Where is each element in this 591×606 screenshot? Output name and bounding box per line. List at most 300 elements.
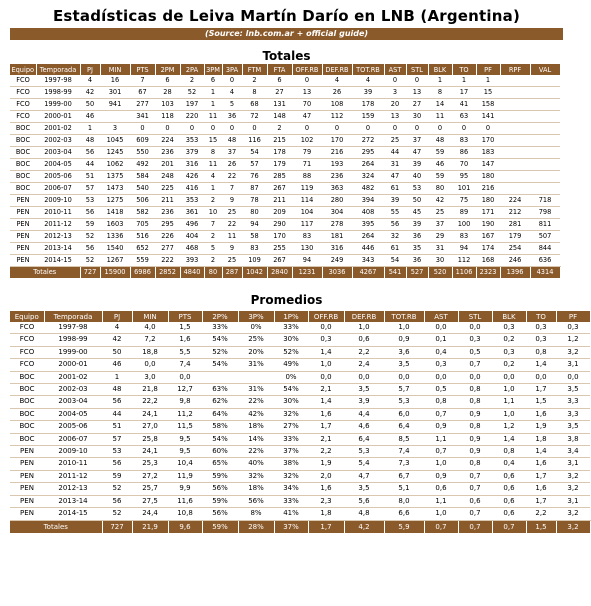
table-cell: 10,8: [168, 508, 202, 520]
table-cell: 1,8: [308, 508, 344, 520]
table-cell: 42: [80, 87, 100, 99]
table-cell: 148: [267, 111, 292, 123]
table-cell: 4,0: [132, 322, 168, 334]
table-cell: PEN: [10, 470, 44, 482]
table-cell: 584: [130, 171, 155, 183]
table-cell: 13: [406, 87, 428, 99]
table-cell: 25: [222, 255, 242, 267]
table-cell: 0: [406, 75, 428, 87]
column-header: MIN: [100, 64, 130, 75]
table-cell: 37: [222, 147, 242, 159]
table-cell: 1: [204, 87, 222, 99]
table-cell: 54: [242, 147, 267, 159]
table-cell: 2012-13: [36, 231, 80, 243]
table-cell: 31: [384, 159, 406, 171]
totals-cell: 59%: [202, 520, 238, 533]
table-cell: 2014-15: [44, 508, 102, 520]
table-cell: 211: [155, 195, 180, 207]
table-cell: 54%: [202, 359, 238, 371]
table-cell: 295: [352, 147, 384, 159]
totals-cell: 15900: [100, 267, 130, 279]
table-cell: 1,7: [308, 421, 344, 433]
table-cell: 2004-05: [44, 408, 102, 420]
table-row: [10, 171, 560, 183]
table-cell: 9,8: [168, 396, 202, 408]
table-cell: 1: [428, 75, 452, 87]
table-cell: 416: [180, 183, 204, 195]
table-cell: 57: [242, 159, 267, 171]
table-cell: 7,3: [384, 458, 424, 470]
table-cell: [500, 123, 530, 135]
table-cell: 363: [322, 183, 352, 195]
table-cell: 179: [500, 231, 530, 243]
column-header: PJ: [102, 311, 132, 322]
table-cell: 8,5: [384, 433, 424, 445]
table-cell: 0: [452, 123, 476, 135]
table-cell: BOC: [10, 433, 44, 445]
promedios-body: [10, 322, 590, 520]
table-cell: 0,7: [458, 359, 492, 371]
totals-cell: 1231: [292, 267, 322, 279]
table-cell: 44: [102, 408, 132, 420]
totales-body: [10, 75, 560, 267]
table-cell: 159: [352, 111, 384, 123]
totals-label: Totales: [10, 267, 80, 279]
table-cell: 178: [352, 99, 384, 111]
table-row: [10, 231, 560, 243]
table-cell: 58: [242, 231, 267, 243]
table-cell: 0,8: [424, 396, 458, 408]
table-cell: 2011-12: [44, 470, 102, 482]
table-cell: BOC: [10, 421, 44, 433]
table-row: [10, 255, 560, 267]
table-cell: 8: [242, 87, 267, 99]
table-cell: 1,0: [344, 322, 384, 334]
table-cell: 1997-98: [44, 322, 102, 334]
table-cell: PEN: [10, 207, 36, 219]
table-cell: 12,7: [168, 384, 202, 396]
table-cell: 52%: [202, 346, 238, 358]
table-cell: 78: [242, 195, 267, 207]
table-cell: 33%: [274, 322, 308, 334]
column-header: PF: [476, 64, 500, 75]
table-cell: 1275: [100, 195, 130, 207]
table-cell: 14%: [238, 433, 274, 445]
totals-cell: 0,7: [458, 520, 492, 533]
table-cell: 1473: [100, 183, 130, 195]
table-cell: 0,8: [458, 458, 492, 470]
table-cell: PEN: [10, 458, 44, 470]
table-cell: 224: [155, 135, 180, 147]
promedios-totals-row: [10, 520, 590, 533]
table-cell: 56: [102, 396, 132, 408]
table-cell: 71: [292, 159, 322, 171]
totals-cell: 1042: [242, 267, 267, 279]
totals-cell: 4840: [180, 267, 204, 279]
table-cell: 0,9: [424, 421, 458, 433]
table-cell: 36: [406, 231, 428, 243]
table-row: [10, 371, 590, 383]
table-cell: 8,0: [384, 495, 424, 507]
table-cell: BOC: [10, 183, 36, 195]
table-cell: 559: [130, 255, 155, 267]
table-cell: BOC: [10, 371, 44, 383]
table-cell: 22%: [238, 396, 274, 408]
table-cell: 104: [292, 207, 322, 219]
totals-cell: 287: [222, 267, 242, 279]
table-cell: 2: [204, 255, 222, 267]
table-cell: 52: [102, 508, 132, 520]
table-cell: FCO: [10, 334, 44, 346]
table-cell: 130: [292, 243, 322, 255]
table-row: [10, 207, 560, 219]
table-row: [10, 135, 560, 147]
table-cell: 295: [155, 219, 180, 231]
table-cell: 394: [352, 195, 384, 207]
table-cell: 2,1: [308, 384, 344, 396]
table-cell: 9,5: [168, 433, 202, 445]
table-cell: [530, 135, 560, 147]
table-cell: 1,0: [492, 384, 526, 396]
table-cell: 25%: [238, 334, 274, 346]
table-cell: 1,4: [526, 446, 556, 458]
table-cell: 496: [180, 219, 204, 231]
table-cell: 277: [155, 243, 180, 255]
table-cell: 72: [242, 111, 267, 123]
table-cell: 0,6: [424, 483, 458, 495]
table-cell: 2000-01: [44, 359, 102, 371]
table-cell: 6: [204, 75, 222, 87]
table-cell: 0,4: [424, 346, 458, 358]
table-cell: 178: [267, 147, 292, 159]
column-header: OFF.RB: [292, 64, 322, 75]
table-cell: 83: [452, 135, 476, 147]
promedios-header-row: [10, 311, 590, 322]
table-cell: 33%: [274, 433, 308, 445]
promedios-heading: Promedios: [250, 293, 323, 307]
table-cell: 1,1: [424, 433, 458, 445]
table-cell: 446: [352, 243, 384, 255]
table-cell: 0,0: [458, 322, 492, 334]
table-cell: 1,6: [308, 483, 344, 495]
table-cell: 14: [428, 99, 452, 111]
table-cell: 56: [80, 147, 100, 159]
table-cell: 47: [406, 147, 428, 159]
table-cell: 95: [452, 171, 476, 183]
promedios-table: [10, 311, 591, 533]
table-cell: 168: [476, 255, 500, 267]
table-cell: 41%: [274, 508, 308, 520]
table-cell: 3,5: [344, 483, 384, 495]
table-cell: 48: [102, 384, 132, 396]
table-cell: 102: [292, 135, 322, 147]
table-cell: 60%: [202, 446, 238, 458]
table-cell: 25,3: [132, 458, 168, 470]
table-cell: 76: [242, 171, 267, 183]
table-cell: 2: [267, 123, 292, 135]
table-cell: 27,2: [132, 470, 168, 482]
table-cell: 49%: [274, 359, 308, 371]
table-cell: 41: [452, 99, 476, 111]
table-cell: 2003-04: [44, 396, 102, 408]
table-cell: 0: [292, 123, 322, 135]
table-row: [10, 446, 590, 458]
page-title: Estadísticas de Leiva Martín Darío en LNB (Argentina): [52, 7, 521, 25]
totals-cell: 3,2: [556, 520, 590, 533]
table-cell: 636: [530, 255, 560, 267]
table-cell: 1,4: [526, 359, 556, 371]
table-cell: 0: [242, 123, 267, 135]
totals-cell: 3036: [322, 267, 352, 279]
column-header: OFF.RB: [308, 311, 344, 322]
table-cell: 167: [476, 231, 500, 243]
totals-cell: 2840: [267, 267, 292, 279]
table-row: [10, 470, 590, 482]
table-cell: 18%: [238, 421, 274, 433]
table-cell: 225: [155, 183, 180, 195]
table-cell: 1: [476, 75, 500, 87]
table-cell: [500, 171, 530, 183]
table-cell: 1998-99: [44, 334, 102, 346]
totales-header-row: [10, 64, 560, 75]
table-cell: 15: [476, 87, 500, 99]
table-cell: 50: [102, 346, 132, 358]
table-row: [10, 433, 590, 445]
table-cell: 42: [428, 195, 452, 207]
table-cell: 1,0: [384, 322, 424, 334]
table-cell: 353: [180, 135, 204, 147]
table-cell: 1375: [100, 171, 130, 183]
table-cell: 37: [428, 219, 452, 231]
table-cell: 44: [80, 159, 100, 171]
table-cell: 0,0: [424, 371, 458, 383]
totals-cell: 4267: [352, 267, 384, 279]
table-row: [10, 483, 590, 495]
table-cell: 119: [292, 183, 322, 195]
totals-cell: 2323: [476, 267, 500, 279]
table-cell: 8: [428, 87, 452, 99]
table-cell: 0,8: [458, 421, 492, 433]
table-cell: 170: [267, 231, 292, 243]
table-cell: 236: [155, 147, 180, 159]
table-cell: 0,6: [344, 334, 384, 346]
column-header: PJ: [80, 64, 100, 75]
table-cell: [530, 111, 560, 123]
totals-cell: 727: [102, 520, 132, 533]
table-cell: 4,7: [344, 470, 384, 482]
table-cell: 45: [406, 207, 428, 219]
table-cell: [530, 183, 560, 195]
table-row: [10, 123, 560, 135]
table-cell: 174: [476, 243, 500, 255]
table-cell: [530, 99, 560, 111]
table-cell: 1,1: [492, 396, 526, 408]
table-cell: 281: [500, 219, 530, 231]
table-cell: 10: [204, 207, 222, 219]
table-cell: 1418: [100, 207, 130, 219]
table-cell: 3,2: [556, 470, 590, 482]
table-cell: 272: [352, 135, 384, 147]
column-header: 3PM: [204, 64, 222, 75]
table-cell: 30: [406, 111, 428, 123]
table-cell: PEN: [10, 243, 36, 255]
table-cell: 0,0: [458, 371, 492, 383]
table-cell: 507: [530, 231, 560, 243]
table-cell: 51: [80, 171, 100, 183]
table-cell: [500, 159, 530, 171]
table-cell: 0,0: [308, 322, 344, 334]
table-cell: 1998-99: [36, 87, 80, 99]
table-cell: 33%: [274, 495, 308, 507]
column-header: DEF.RB: [344, 311, 384, 322]
table-row: [10, 75, 560, 87]
column-header: STL: [458, 311, 492, 322]
table-cell: 46: [80, 111, 100, 123]
table-cell: 181: [322, 231, 352, 243]
table-cell: 7,2: [132, 334, 168, 346]
table-row: [10, 111, 560, 123]
table-cell: 1: [204, 183, 222, 195]
table-cell: 0,6: [458, 495, 492, 507]
table-cell: 18%: [238, 483, 274, 495]
table-cell: 3,5: [384, 359, 424, 371]
table-cell: 22%: [238, 446, 274, 458]
table-cell: 0,5: [458, 346, 492, 358]
table-cell: 718: [530, 195, 560, 207]
table-cell: 1,6: [526, 458, 556, 470]
table-cell: 2001-02: [36, 123, 80, 135]
totals-cell: 80: [204, 267, 222, 279]
table-cell: 25: [384, 135, 406, 147]
table-cell: 80: [242, 207, 267, 219]
table-cell: 1540: [100, 243, 130, 255]
table-cell: 59: [80, 219, 100, 231]
table-cell: 0,7: [458, 508, 492, 520]
table-cell: 0: [352, 123, 384, 135]
table-cell: 3,5: [344, 384, 384, 396]
table-cell: 50: [80, 99, 100, 111]
table-cell: 32: [384, 231, 406, 243]
table-cell: 0,7: [458, 470, 492, 482]
table-cell: 51: [102, 421, 132, 433]
table-cell: 83: [242, 243, 267, 255]
table-cell: 0: [130, 123, 155, 135]
table-cell: 6,4: [344, 433, 384, 445]
totales-heading: Totales: [262, 49, 311, 63]
table-cell: 25: [222, 207, 242, 219]
table-cell: 53: [102, 446, 132, 458]
table-cell: 492: [130, 159, 155, 171]
table-cell: BOC: [10, 159, 36, 171]
table-cell: 59: [102, 470, 132, 482]
table-cell: 1,4: [308, 346, 344, 358]
table-cell: 1999-00: [44, 346, 102, 358]
table-cell: 118: [155, 111, 180, 123]
table-cell: 1603: [100, 219, 130, 231]
column-header: DEF.RB: [322, 64, 352, 75]
table-cell: BOC: [10, 171, 36, 183]
table-cell: 9,5: [168, 446, 202, 458]
totals-cell: 21,9: [132, 520, 168, 533]
table-cell: 1997-98: [36, 75, 80, 87]
table-cell: 0,3: [458, 334, 492, 346]
table-cell: 2005-06: [36, 171, 80, 183]
table-cell: 361: [180, 207, 204, 219]
table-cell: 3,8: [556, 433, 590, 445]
table-cell: 22: [222, 171, 242, 183]
totals-cell: 4314: [530, 267, 560, 279]
table-cell: 0,5: [424, 384, 458, 396]
table-cell: 11: [204, 111, 222, 123]
table-cell: 0,4: [492, 458, 526, 470]
table-cell: 32%: [238, 470, 274, 482]
table-cell: 101: [452, 183, 476, 195]
table-cell: 56%: [202, 508, 238, 520]
column-header: PF: [556, 311, 590, 322]
table-cell: 285: [267, 171, 292, 183]
table-cell: 1267: [100, 255, 130, 267]
table-cell: 5,4: [344, 458, 384, 470]
table-cell: 0,9: [424, 470, 458, 482]
table-cell: [500, 111, 530, 123]
table-cell: 2006-07: [44, 433, 102, 445]
table-cell: 304: [322, 207, 352, 219]
table-cell: 5: [204, 243, 222, 255]
column-header: FTM: [242, 64, 267, 75]
table-cell: 26: [222, 159, 242, 171]
table-cell: 83: [452, 231, 476, 243]
table-cell: 27,5: [132, 495, 168, 507]
table-cell: 59: [428, 171, 452, 183]
table-cell: 11: [428, 111, 452, 123]
table-cell: 116: [242, 135, 267, 147]
table-cell: 6: [267, 75, 292, 87]
table-cell: [530, 159, 560, 171]
table-cell: 0%: [238, 322, 274, 334]
table-cell: 32%: [274, 408, 308, 420]
table-cell: 1,9: [308, 458, 344, 470]
table-cell: 249: [322, 255, 352, 267]
table-cell: 2,3: [308, 495, 344, 507]
table-cell: FCO: [10, 75, 36, 87]
table-cell: 550: [130, 147, 155, 159]
table-cell: 1062: [100, 159, 130, 171]
column-header: Temporada: [36, 64, 80, 75]
table-cell: 24,4: [132, 508, 168, 520]
table-cell: 1,4: [492, 433, 526, 445]
table-cell: 4,6: [344, 421, 384, 433]
table-cell: 39: [406, 219, 428, 231]
table-cell: 0,0: [344, 371, 384, 383]
table-cell: 25,8: [132, 433, 168, 445]
table-cell: 3: [384, 87, 406, 99]
table-cell: 20%: [238, 346, 274, 358]
table-cell: 5,1: [384, 483, 424, 495]
table-row: [10, 346, 590, 358]
column-header: 3PA: [222, 64, 242, 75]
table-cell: 0,2: [492, 359, 526, 371]
table-cell: 56: [102, 458, 132, 470]
table-cell: 212: [500, 207, 530, 219]
table-cell: 44: [384, 147, 406, 159]
table-cell: 516: [130, 231, 155, 243]
table-cell: 1: [204, 99, 222, 111]
table-cell: 2013-14: [44, 495, 102, 507]
table-cell: 17: [452, 87, 476, 99]
table-cell: 3,5: [556, 421, 590, 433]
table-cell: FCO: [10, 87, 36, 99]
table-cell: 278: [322, 219, 352, 231]
